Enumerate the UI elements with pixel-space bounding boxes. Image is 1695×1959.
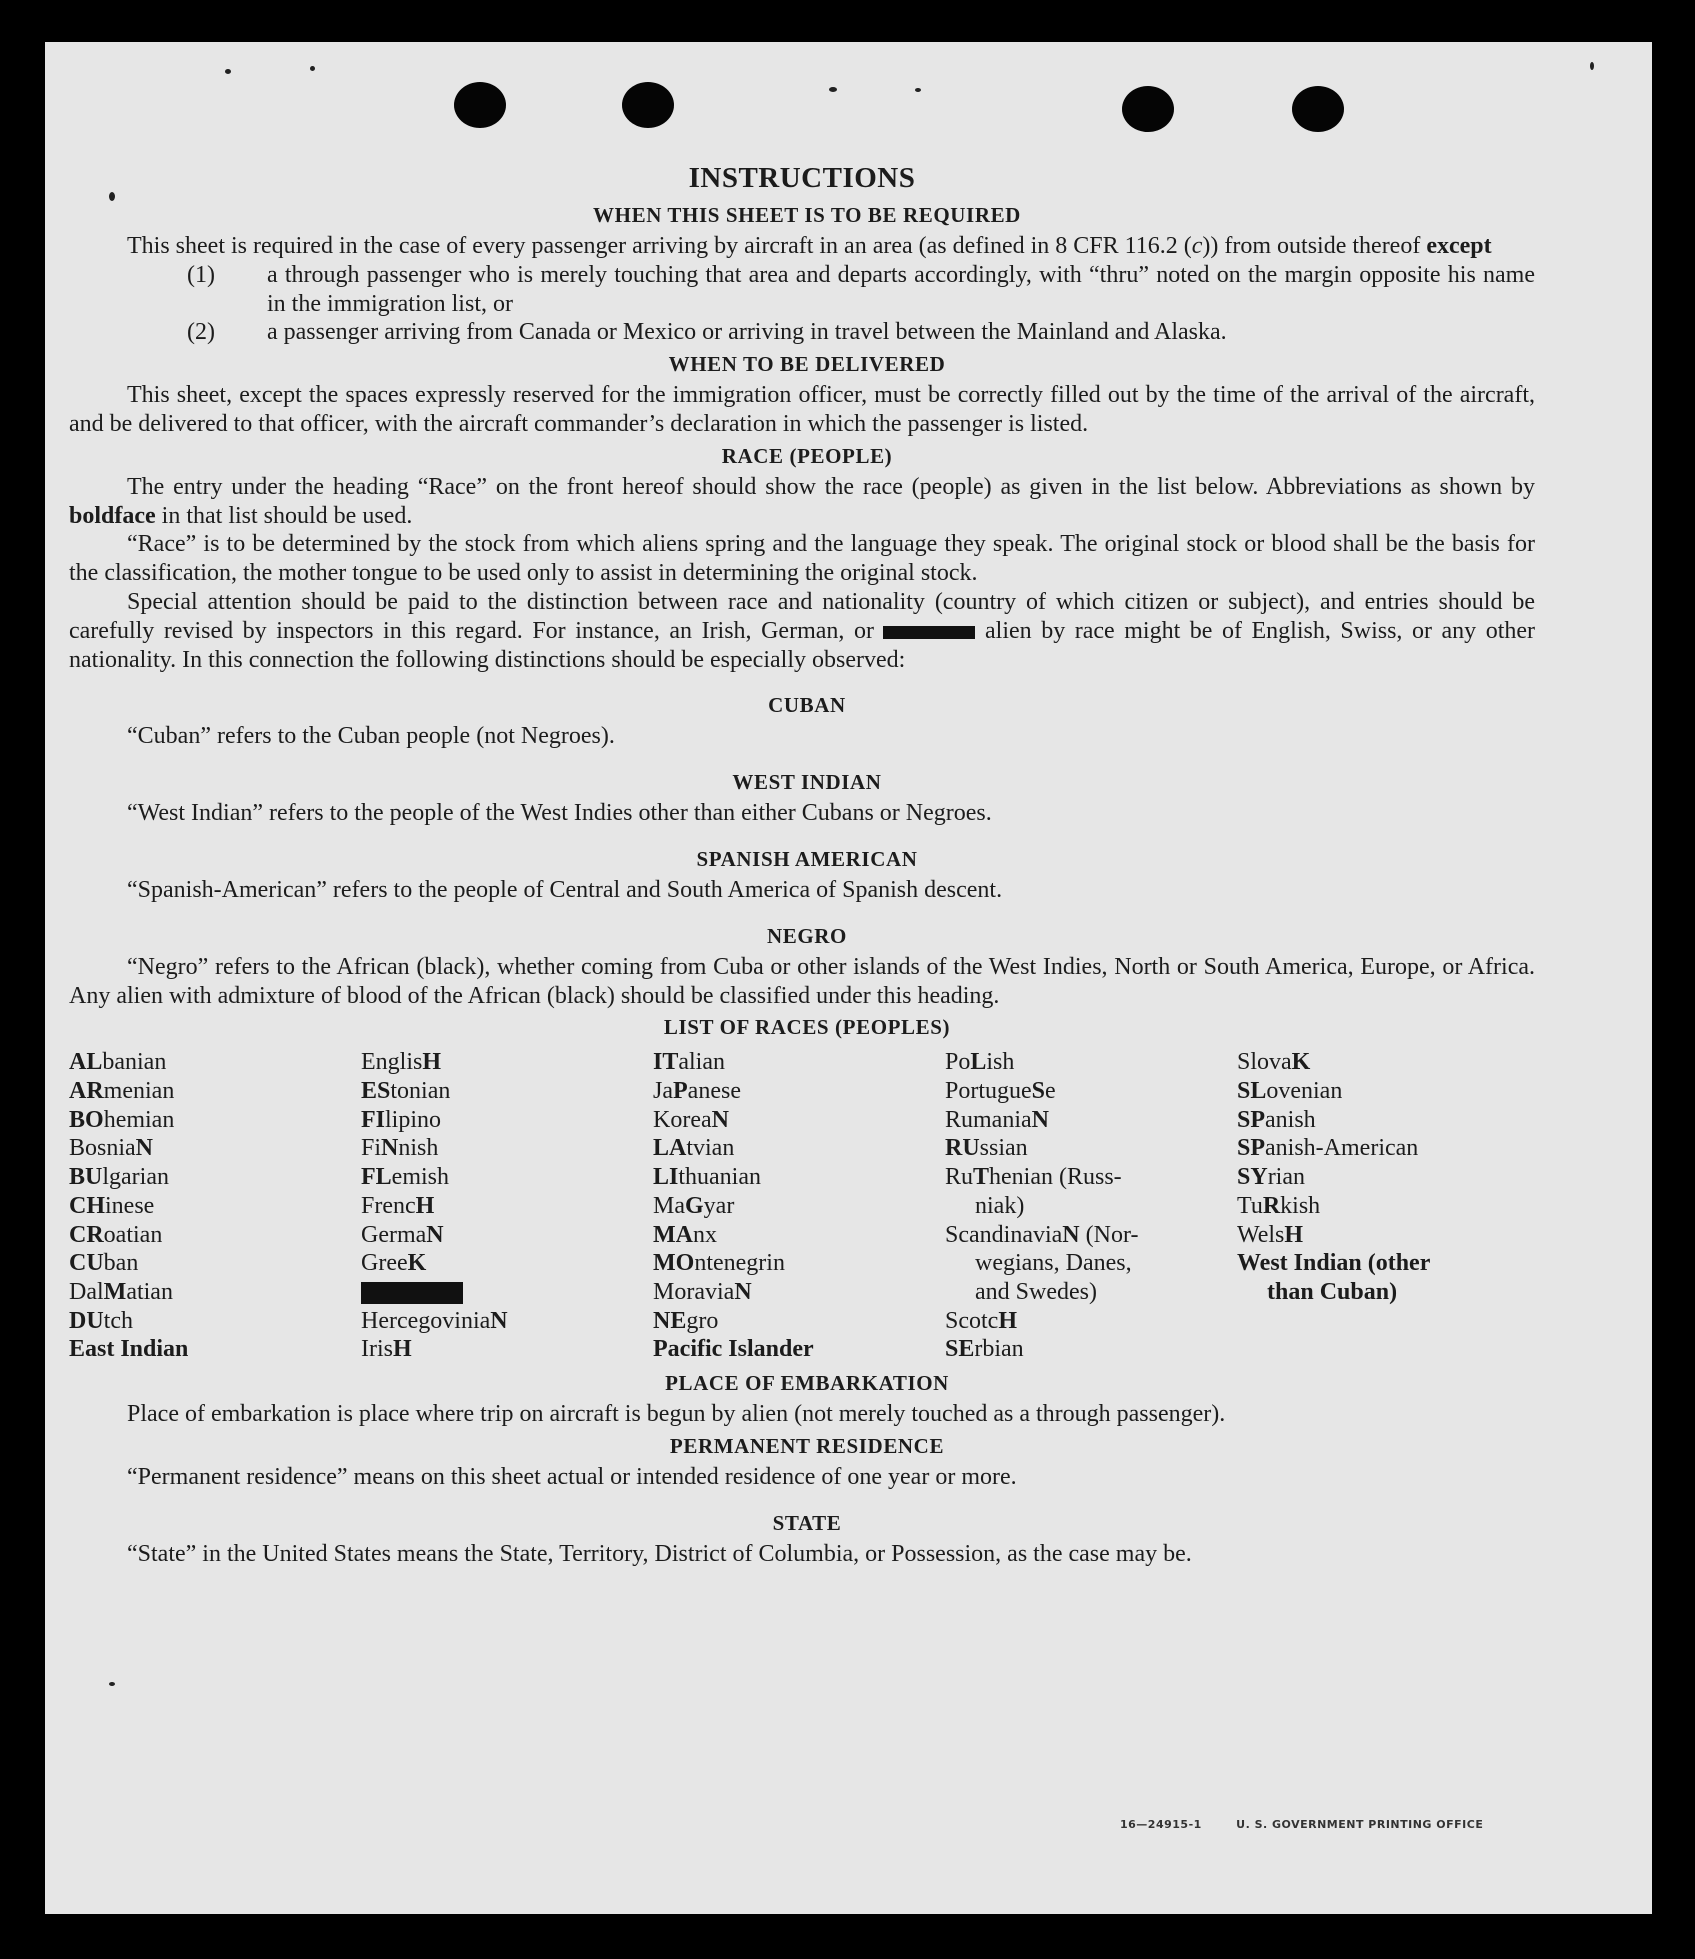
item-text: a passenger arriving from Canada or Mexico or arriving in travel between the Mainland and Alaska. (267, 319, 1227, 346)
section-heading-cuban: CUBAN (768, 693, 846, 718)
race-column (945, 1048, 1237, 1364)
punch-hole (1292, 86, 1344, 132)
section-heading-west-indian: WEST INDIAN (732, 770, 882, 795)
race-entry: ARmenian (69, 1078, 175, 1105)
section-heading-state: STATE (772, 1510, 842, 1535)
race-entry: BOhemian (69, 1106, 175, 1133)
page-title: INSTRUCTIONS (688, 162, 916, 194)
race-entry: EStonian (361, 1078, 451, 1105)
redaction-mark (883, 626, 975, 639)
section-heading-delivered: WHEN TO BE DELIVERED (668, 352, 946, 377)
item-text: a through passenger who is merely touching that area and departs accordingly, with “thru” noted on the margin opposite his name in the immigration list, or (267, 261, 1535, 317)
race-paragraph-2: “Race” is to be determined by the stock from which aliens spring and the language they speak. The original stock or blood shall be the basis for the classification, the mother tongue to be used only to assist in determining the original stock. (69, 531, 1535, 587)
section-heading-embarkation: PLACE OF EMBARKATION (665, 1371, 949, 1396)
race-entry: PortugueSe (945, 1078, 1056, 1105)
section-heading-residence: PERMANENT RESIDENCE (669, 1433, 945, 1458)
race-entry: BUlgarian (69, 1164, 169, 1191)
race-p3-text: Special attention should be paid to the distinction between race and nationality (country of which citizen or subject), and entries should be carefully revised by inspectors in this regard. For instance, an Irish, German, or (69, 588, 1535, 644)
race-column (1237, 1048, 1529, 1364)
race-entry: GermaN (361, 1221, 444, 1248)
spanish-american-text: “Spanish-American” refers to the people of Central and South America of Spanish descent. (127, 876, 1003, 903)
race-entry: MaGyar (653, 1192, 735, 1219)
section-heading-list: LIST OF RACES (PEOPLES) (663, 1015, 951, 1040)
race-entry: TuRkish (1237, 1192, 1321, 1219)
race-entry: MAnx (653, 1221, 717, 1248)
race-entry: SPanish (1237, 1106, 1316, 1133)
race-entry: LIthuanian (653, 1164, 761, 1191)
residence-text: “Permanent residence” means on this sheet actual or intended residence of one year or more. (127, 1463, 1017, 1490)
race-entry: wegians, Danes, (975, 1250, 1132, 1277)
punch-hole (622, 82, 674, 128)
item-number: (2) (187, 319, 215, 346)
race-entry: GreeK (361, 1250, 427, 1277)
delivered-text: This sheet, except the spaces expressly reserved for the immigration officer, must be correctly filled out by the time of the arrival of the aircraft, and be delivered to that officer, with the aircraft commander’s declaration in which the passenger is listed. (69, 382, 1535, 437)
printer-name: U. S. GOVERNMENT PRINTING OFFICE (1236, 1818, 1484, 1831)
speck (915, 88, 921, 92)
race-entry: SlovaK (1237, 1049, 1311, 1076)
race-entry: LAtvian (653, 1135, 735, 1162)
race-entry: PoLish (945, 1049, 1015, 1076)
required-intro-text-2: )) from outside thereof (1202, 233, 1427, 259)
negro-text: “Negro” refers to the African (black), whether coming from Cuba or other islands of the West Indies, North or South America, Europe, or Africa. Any alien with admixture of blood of the African (black) should be classified under this heading. (69, 953, 1535, 1009)
race-entry: DUtch (69, 1307, 133, 1334)
required-intro-except: except (1426, 233, 1492, 259)
race-entry: and Swedes) (975, 1278, 1097, 1305)
state-text: “State” in the United States means the State, Territory, District of Columbia, or Possession, as the case may be. (127, 1540, 1192, 1567)
races-list (69, 1048, 1535, 1364)
race-entry: ITalian (653, 1049, 725, 1076)
race-p1-bold: boldface (69, 502, 156, 529)
race-entry: RUssian (945, 1135, 1028, 1162)
instructions-content (69, 158, 1535, 1568)
race-entry: EnglisH (361, 1049, 442, 1076)
race-entry: KoreaN (653, 1106, 729, 1133)
speck (1590, 62, 1594, 70)
section-heading-race: RACE (PEOPLE) (721, 443, 893, 468)
race-entry: niak) (975, 1192, 1025, 1219)
item-number: (1) (187, 261, 215, 288)
race-p3-text-2: alien by race might be of English, Swiss, or any other nationality. In this connection the following distinctions should be especially observed: (69, 617, 1536, 673)
race-entry: BosniaN (69, 1135, 154, 1162)
race-entry: NEgro (653, 1307, 719, 1334)
race-entry: FrencH (361, 1192, 435, 1219)
required-intro-text: This sheet is required in the case of every passenger arriving by aircraft in an area (as defined in 8 CFR 116.2 ( (127, 233, 1192, 259)
race-entry: IrisH (361, 1336, 412, 1363)
race-entry: SErbian (945, 1336, 1024, 1363)
race-entry: CHinese (69, 1192, 155, 1219)
race-column (361, 1048, 653, 1364)
race-paragraph-3 (69, 588, 1535, 674)
section-heading-required: WHEN THIS SHEET IS TO BE REQUIRED (593, 203, 1021, 227)
race-entry: JaPanese (653, 1078, 741, 1105)
race-entry: West Indian (other (1237, 1250, 1431, 1277)
speck (109, 1682, 115, 1686)
document-sheet (45, 42, 1652, 1914)
speck (225, 69, 231, 74)
race-paragraph-1 (69, 473, 1535, 531)
race-column (653, 1048, 945, 1364)
race-entry: RumaniaN (945, 1106, 1049, 1133)
race-entry: DalMatian (69, 1278, 173, 1305)
punch-hole (454, 82, 506, 128)
race-entry: than Cuban) (1267, 1278, 1398, 1305)
race-entry: MoraviaN (653, 1278, 752, 1305)
race-entry: East Indian (69, 1336, 189, 1363)
race-entry: HercegoviniaN (361, 1307, 508, 1334)
section-heading-negro: NEGRO (766, 923, 847, 948)
race-entry: SLovenian (1237, 1078, 1343, 1105)
race-entry: ALbanian (69, 1049, 167, 1076)
section-heading-spanish-american: SPANISH AMERICAN (696, 846, 918, 871)
race-entry: CUban (69, 1250, 139, 1277)
form-number: 16—24915-1 (1120, 1818, 1202, 1831)
race-entry: SYrian (1237, 1164, 1305, 1191)
race-entry (361, 1278, 653, 1307)
speck (310, 66, 315, 71)
race-entry: ScandinaviaN (Nor- (945, 1221, 1139, 1248)
race-entry: FIlipino (361, 1106, 442, 1133)
punch-hole (1122, 86, 1174, 132)
race-entry: CRoatian (69, 1221, 163, 1248)
race-entry: Pacific Islander (653, 1336, 814, 1363)
race-entry: RuThenian (Russ- (945, 1164, 1122, 1191)
race-p1-text: The entry under the heading “Race” on the front hereof should show the race (people) as given in the list below. Abbreviations as shown by (127, 473, 1535, 500)
race-column (69, 1048, 361, 1364)
race-entry: MOntenegrin (653, 1250, 785, 1277)
printer-imprint (1120, 1818, 1513, 1831)
race-entry: SPanish-American (1237, 1135, 1419, 1162)
race-entry: FiNnish (361, 1135, 439, 1162)
redaction-mark (361, 1282, 463, 1304)
embarkation-text: Place of embarkation is place where trip on aircraft is begun by alien (not merely touched as a through passenger). (127, 1401, 1226, 1428)
speck (829, 87, 837, 92)
list-item (69, 261, 1535, 319)
race-entry: WelsH (1237, 1221, 1304, 1248)
race-entry: ScotcH (945, 1307, 1017, 1334)
required-intro-c: c (1191, 233, 1203, 259)
required-intro (69, 232, 1535, 261)
cuban-text: “Cuban” refers to the Cuban people (not Negroes). (127, 723, 615, 750)
race-p1-text-2: in that list should be used. (155, 502, 413, 529)
list-item (69, 318, 1535, 347)
race-entry: FLemish (361, 1164, 449, 1191)
west-indian-text: “West Indian” refers to the people of the West Indies other than either Cubans or Negroes. (127, 800, 992, 827)
